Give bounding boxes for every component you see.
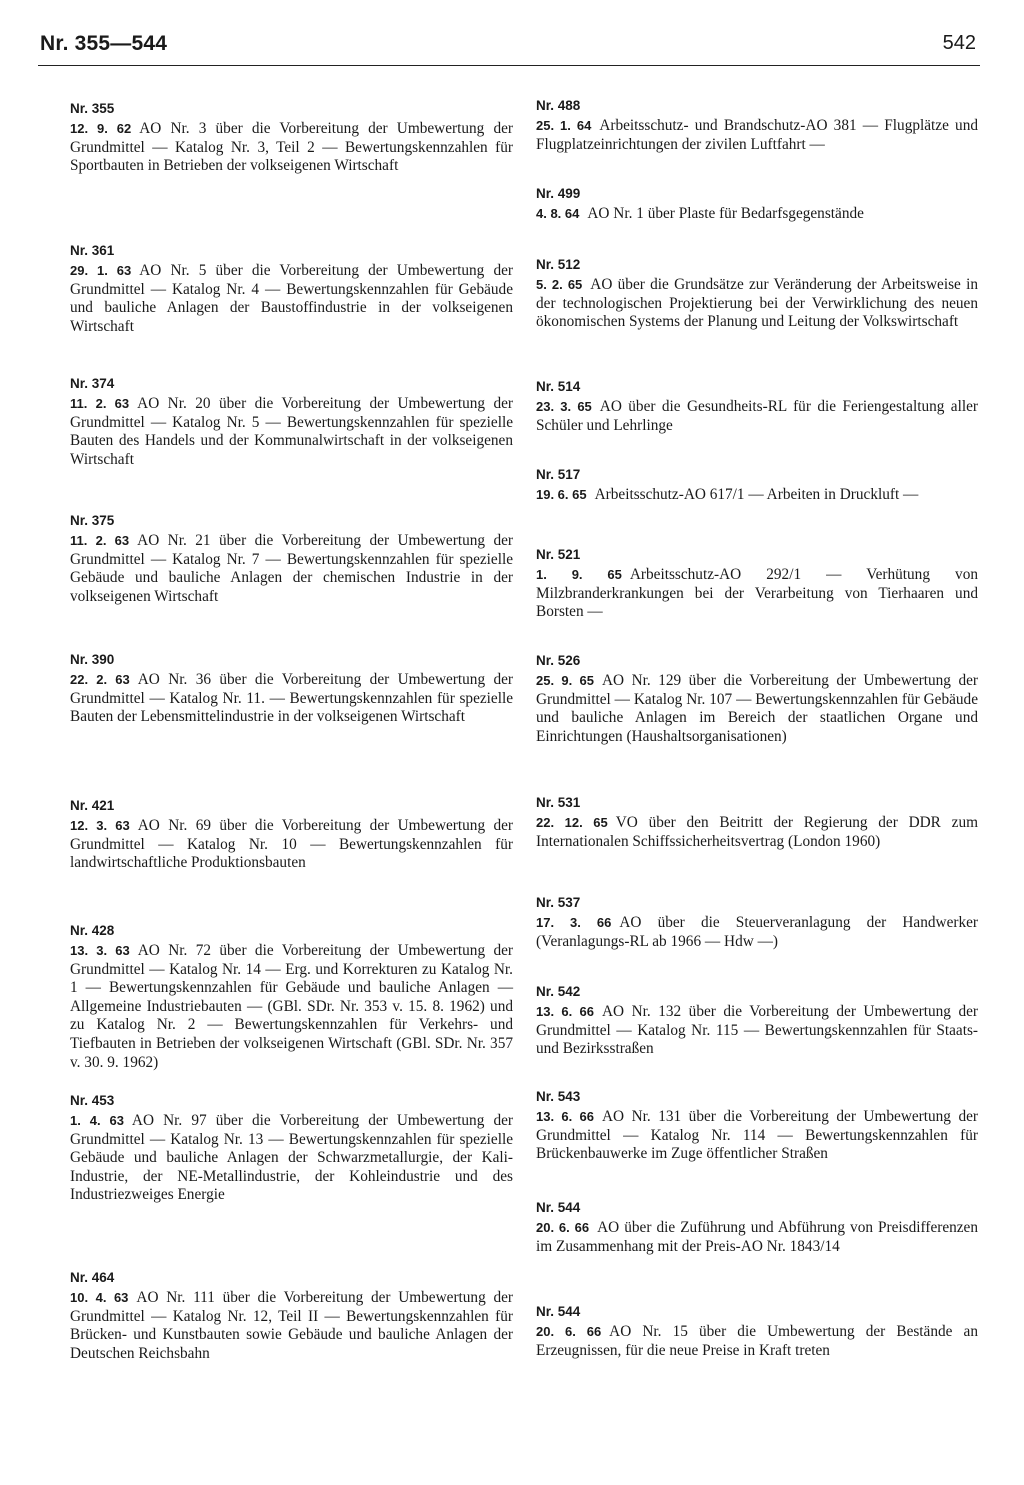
entry-number: Nr. 517 bbox=[536, 467, 581, 482]
entry-date: 10. 4. 63 bbox=[70, 1290, 129, 1305]
entry-nr-512 bbox=[536, 256, 978, 332]
entry-text: AO Nr. 20 über die Vorbereitung der Umbewertung der Grundmittel — Katalog Nr. 5 — Bewertungskennzahlen für spezielle Bauten des Handels und der Kommunalwirtschaft in der volkseigenen Wirtschaft bbox=[70, 395, 513, 468]
entry-date: 12. 3. 63 bbox=[70, 818, 130, 833]
entry-number: Nr. 526 bbox=[536, 653, 581, 668]
entry-number: Nr. 428 bbox=[70, 923, 115, 938]
entry-text: AO Nr. 3 über die Vorbereitung der Umbewertung der Grundmittel — Katalog Nr. 3, Teil 2 — Bewertungskennzahlen für Sportbauten in Betrieben der volkseigenen Wirtschaft bbox=[70, 120, 513, 175]
entry-text: AO über die Steuerveranlagung der Handwerker (Veranlagungs-RL ab 1966 — Hdw —) bbox=[536, 914, 978, 950]
entry-text: Arbeitsschutz- und Brandschutz-AO 381 — Flugplätze und Flugplatzeinrichtungen der zivilen Luftfahrt — bbox=[536, 117, 978, 153]
entry-text: AO Nr. 21 über die Vorbereitung der Umbewertung der Grundmittel — Katalog Nr. 7 — Bewertungskennzahlen für spezielle Gebäude und bauliche Anlagen der chemischen Industrie in der volkseigenen Wirtschaft bbox=[70, 532, 513, 605]
entry-date: 11. 2. 63 bbox=[70, 533, 130, 548]
entry-nr-499 bbox=[536, 185, 978, 224]
entry-date: 23. 3. 65 bbox=[536, 399, 592, 414]
page-header-range: Nr. 355—544 bbox=[40, 32, 168, 55]
entry-text: VO über den Beitritt der Regierung der DDR zum Internationalen Schiffssicherheitsvertrag (London 1960) bbox=[536, 814, 978, 850]
entry-date: 5. 2. 65 bbox=[536, 277, 583, 292]
entry-number: Nr. 544 bbox=[536, 1200, 581, 1215]
entry-nr-428 bbox=[70, 922, 513, 1072]
entry-nr-526 bbox=[536, 652, 978, 746]
entry-date: 1. 4. 63 bbox=[70, 1113, 124, 1128]
entry-nr-544-b bbox=[536, 1303, 978, 1360]
entry-number: Nr. 421 bbox=[70, 798, 115, 813]
entry-number: Nr. 361 bbox=[70, 243, 115, 258]
entry-nr-531 bbox=[536, 794, 978, 851]
entry-date: 12. 9. 62 bbox=[70, 121, 132, 136]
entry-nr-355 bbox=[70, 100, 513, 176]
entry-nr-374 bbox=[70, 375, 513, 469]
entry-date: 11. 2. 63 bbox=[70, 396, 130, 411]
entry-date: 19. 6. 65 bbox=[536, 487, 587, 502]
entry-date: 13. 6. 66 bbox=[536, 1004, 594, 1019]
entry-nr-390 bbox=[70, 651, 513, 727]
entry-nr-517 bbox=[536, 466, 978, 505]
entry-date: 25. 1. 64 bbox=[536, 118, 592, 133]
entry-text: AO Nr. 5 über die Vorbereitung der Umbewertung der Grundmittel — Katalog Nr. 4 — Bewertungskennzahlen für Gebäude und bauliche Anlagen der Baustoffindustrie in der volkseigenen Wirtschaft bbox=[70, 262, 513, 335]
entry-date: 4. 8. 64 bbox=[536, 206, 580, 221]
entry-text: AO Nr. 69 über die Vorbereitung der Umbewertung der Grundmittel — Katalog Nr. 10 — Bewertungskennzahlen für landwirtschaftliche Produktionsbauten bbox=[70, 817, 513, 872]
entry-number: Nr. 514 bbox=[536, 379, 581, 394]
entry-nr-543 bbox=[536, 1088, 978, 1164]
entry-number: Nr. 488 bbox=[536, 98, 581, 113]
entry-text: AO Nr. 97 über die Vorbereitung der Umbewertung der Grundmittel — Katalog Nr. 13 — Bewertungskennzahlen für spezielle Gebäude und bauliche Anlagen der Schwarzmetallurgie, der Kali-Industrie, der NE-Metallindustrie, der Kohleindustrie und des Industriezweiges Energie bbox=[70, 1112, 513, 1204]
entry-text: AO über die Grundsätze zur Veränderung der Arbeitsweise in der technologischen Projektierung bei der Verwirklichung des neuen ökonomischen Systems der Planung und Leitung der Volkswirtschaft bbox=[536, 276, 978, 331]
entry-number: Nr. 544 bbox=[536, 1304, 581, 1319]
entry-date: 17. 3. 66 bbox=[536, 915, 612, 930]
entry-date: 25. 9. 65 bbox=[536, 673, 594, 688]
header-rule bbox=[38, 65, 980, 66]
entry-nr-542 bbox=[536, 983, 978, 1059]
entry-date: 22. 2. 63 bbox=[70, 672, 130, 687]
entry-nr-464 bbox=[70, 1269, 513, 1363]
entry-text: AO Nr. 36 über die Vorbereitung der Umbewertung der Grundmittel — Katalog Nr. 11. — Bewertungskennzahlen für spezielle Bauten der Lebensmittelindustrie in der volkseigenen Wirtschaft bbox=[70, 671, 513, 726]
entry-nr-421 bbox=[70, 797, 513, 873]
entry-text: AO über die Zuführung und Abführung von Preisdifferenzen im Zusammenhang mit der Preis-AO Nr. 1843/14 bbox=[536, 1219, 978, 1255]
entry-nr-514 bbox=[536, 378, 978, 435]
entry-nr-488 bbox=[536, 97, 978, 154]
entry-text: AO Nr. 15 über die Umbewertung der Bestände an Erzeugnissen, für die neue Preise in Kraft treten bbox=[536, 1323, 978, 1359]
entry-date: 13. 6. 66 bbox=[536, 1109, 594, 1124]
entry-text: AO Nr. 131 über die Vorbereitung der Umbewertung der Grundmittel — Katalog Nr. 114 — Bewertungskennzahlen für Brückenbauwerke im Zuge öffentlicher Straßen bbox=[536, 1108, 978, 1163]
entry-number: Nr. 375 bbox=[70, 513, 115, 528]
entry-number: Nr. 521 bbox=[536, 547, 581, 562]
entry-text: AO Nr. 72 über die Vorbereitung der Umbewertung der Grundmittel — Katalog Nr. 14 — Erg. und Korrekturen zu Katalog Nr. 1 — Bewertungskennzahlen für Gebäude und bauliche Anlagen — Allgemeine Industriebauten — (GBl. SDr. Nr. 353 v. 15. 8. 1962) und zu Katalog Nr. 2 — Bewertungskennzahlen für Verkehrs- und Tiefbauten in Betrieben der volkseigenen Wirtschaft (GBl. SDr. Nr. 357 v. 30. 9. 1962) bbox=[70, 942, 513, 1071]
entry-nr-453 bbox=[70, 1092, 513, 1205]
entry-number: Nr. 537 bbox=[536, 895, 581, 910]
entry-number: Nr. 499 bbox=[536, 186, 581, 201]
entry-date: 1. 9. 65 bbox=[536, 567, 622, 582]
entry-number: Nr. 542 bbox=[536, 984, 581, 999]
entry-number: Nr. 355 bbox=[70, 101, 115, 116]
entry-text: AO über die Gesundheits-RL für die Feriengestaltung aller Schüler und Lehrlinge bbox=[536, 398, 978, 434]
entry-date: 29. 1. 63 bbox=[70, 263, 132, 278]
entry-nr-361 bbox=[70, 242, 513, 336]
entry-number: Nr. 374 bbox=[70, 376, 115, 391]
entry-nr-375 bbox=[70, 512, 513, 606]
entry-text: AO Nr. 129 über die Vorbereitung der Umbewertung der Grundmittel — Katalog Nr. 107 — Bewertungskennzahlen für Gebäude und bauliche Anlagen im Bereich der staatlichen Organe und Einrichtungen (Haushaltsorganisationen) bbox=[536, 672, 978, 745]
entry-number: Nr. 543 bbox=[536, 1089, 581, 1104]
entry-text: Arbeitsschutz-AO 292/1 — Verhütung von Milzbranderkrankungen bei der Verarbeitung von Tierhaaren und Borsten — bbox=[536, 566, 978, 621]
entry-date: 22. 12. 65 bbox=[536, 815, 608, 830]
entry-text: AO Nr. 132 über die Vorbereitung der Umbewertung der Grundmittel — Katalog Nr. 115 — Bewertungskennzahlen für Staats- und Bezirksstraßen bbox=[536, 1003, 978, 1058]
entry-number: Nr. 390 bbox=[70, 652, 115, 667]
entry-text: AO Nr. 1 über Plaste für Bedarfsgegenstände bbox=[587, 205, 864, 222]
entry-date: 13. 3. 63 bbox=[70, 943, 130, 958]
entry-nr-537 bbox=[536, 894, 978, 951]
entry-date: 20. 6. 66 bbox=[536, 1220, 590, 1235]
entry-nr-521 bbox=[536, 546, 978, 622]
entry-nr-544-a bbox=[536, 1199, 978, 1256]
entry-number: Nr. 464 bbox=[70, 1270, 115, 1285]
entry-text: AO Nr. 111 über die Vorbereitung der Umbewertung der Grundmittel — Katalog Nr. 12, Teil II — Bewertungskennzahlen für Brücken- und Kunstbauten sowie Gebäude und bauliche Anlagen der Deutschen Reichsbahn bbox=[70, 1289, 513, 1362]
entry-number: Nr. 453 bbox=[70, 1093, 115, 1108]
entry-text: Arbeitsschutz-AO 617/1 — Arbeiten in Druckluft — bbox=[594, 486, 919, 503]
page-number: 542 bbox=[942, 32, 976, 54]
entry-number: Nr. 512 bbox=[536, 257, 581, 272]
entry-number: Nr. 531 bbox=[536, 795, 581, 810]
entry-date: 20. 6. 66 bbox=[536, 1324, 602, 1339]
